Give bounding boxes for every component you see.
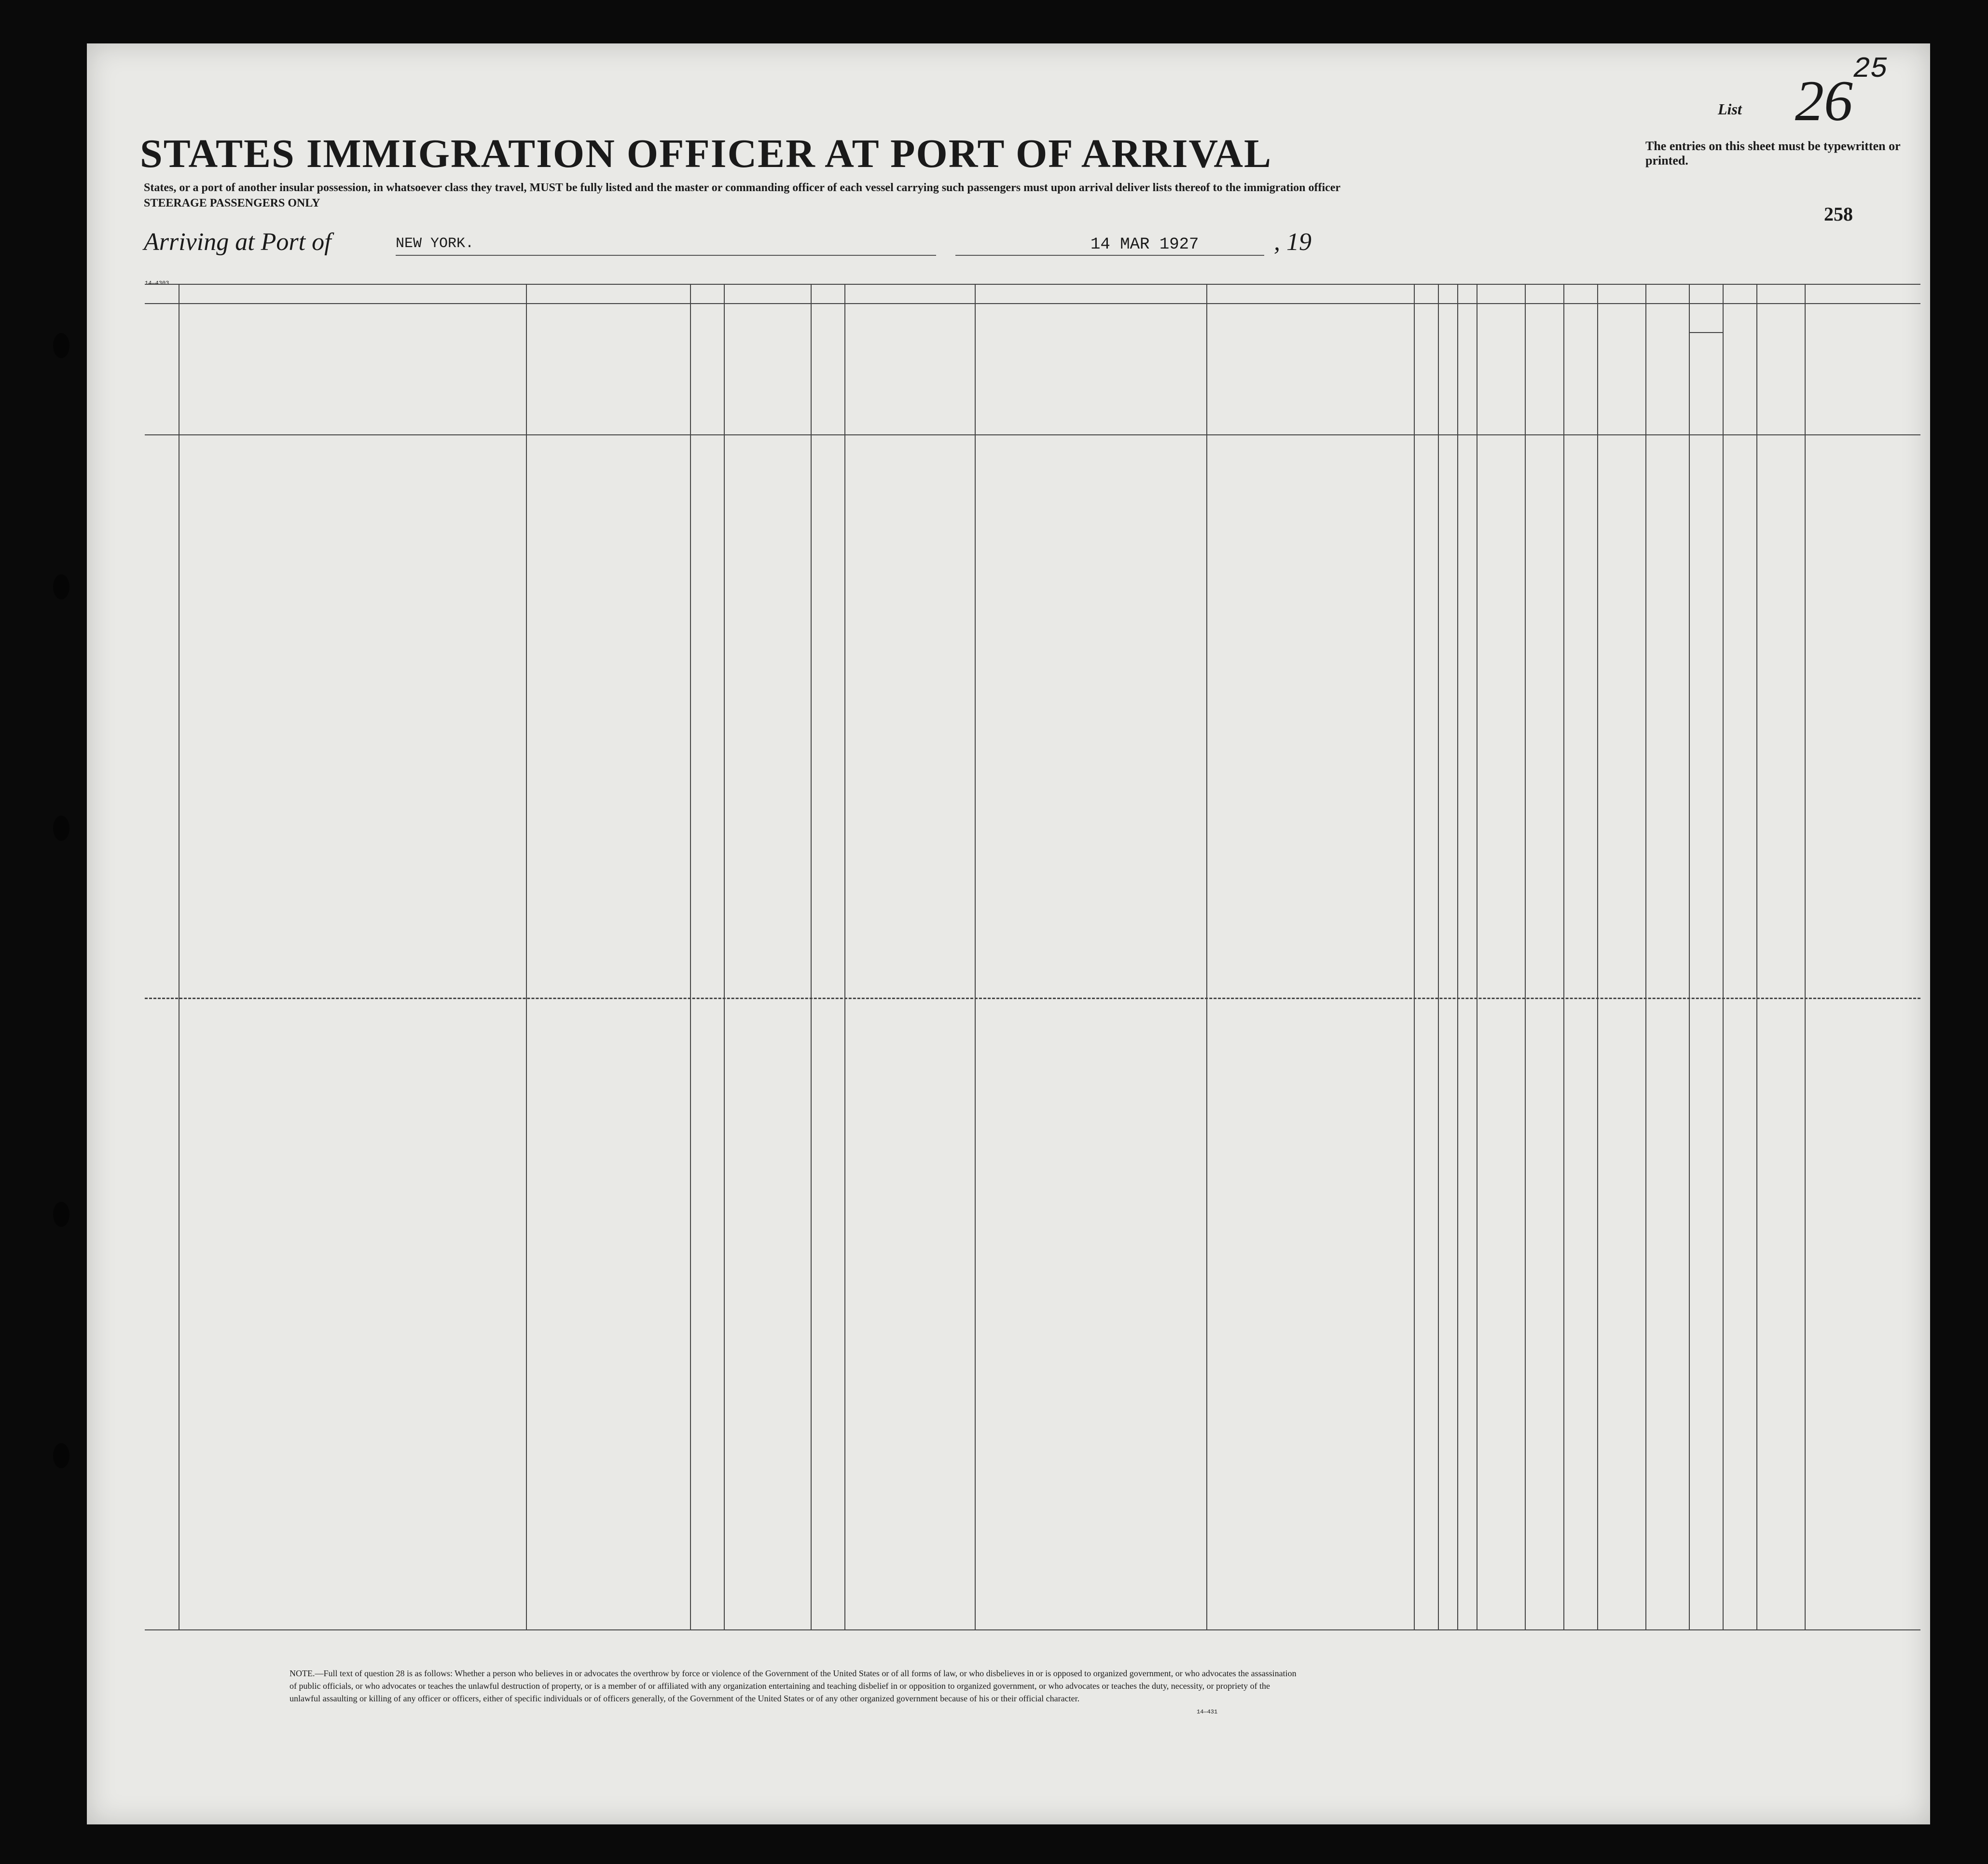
column-divider — [1457, 284, 1458, 1630]
column-divider — [1689, 284, 1690, 1630]
header-rule — [145, 434, 1920, 435]
page-title: STATES IMMIGRATION OFFICER AT PORT OF ARRIVAL — [140, 131, 1272, 176]
port-label: Arriving at Port of — [144, 228, 331, 256]
binder-hole — [53, 574, 69, 599]
date-underline — [955, 255, 1264, 256]
arrival-date: 14 MAR 1927 — [1091, 236, 1199, 254]
binder-hole — [53, 1443, 69, 1468]
column-divider — [724, 284, 725, 1630]
page-number: 258 — [1824, 203, 1853, 225]
height-rule — [1689, 332, 1723, 333]
column-divider — [975, 284, 976, 1630]
steerage-label: STEERAGE PASSENGERS ONLY — [144, 197, 320, 209]
manifest-sheet — [87, 43, 1930, 1824]
column-divider — [526, 284, 527, 1630]
header-rule — [145, 303, 1920, 304]
column-divider — [844, 284, 845, 1630]
year-label: , 19 — [1274, 228, 1312, 256]
header-rule — [145, 284, 1920, 285]
column-divider — [690, 284, 691, 1630]
port-underline — [396, 255, 936, 256]
header-rule — [145, 1629, 1920, 1630]
form-code: 14—4303 — [145, 280, 169, 287]
column-divider — [1563, 284, 1564, 1630]
form-code: 14—431 — [1197, 1709, 1218, 1715]
binder-hole — [53, 816, 69, 841]
list-label: List — [1718, 100, 1742, 118]
column-divider — [1414, 284, 1415, 1630]
list-number: 26 — [1795, 69, 1853, 133]
binder-hole — [53, 1202, 69, 1227]
column-divider — [1438, 284, 1439, 1630]
column-divider — [1525, 284, 1526, 1630]
column-divider — [1597, 284, 1598, 1630]
column-divider — [1645, 284, 1646, 1630]
manifest-table — [145, 284, 1920, 1630]
entries-note: The entries on this sheet must be typewritten or printed. — [1645, 139, 1901, 167]
port-value: NEW YORK. — [396, 236, 474, 252]
instruction-text: States, or a port of another insular possession, in whatsoever class they travel, MUST be fully listed and the master or commanding officer of each vessel carrying such passengers must upon arrival deliver lists thereof to the immigration officer — [144, 181, 1341, 194]
column-divider — [1805, 284, 1806, 1630]
row-separator — [145, 998, 1920, 999]
binder-hole — [53, 333, 69, 358]
footnote: NOTE.—Full text of question 28 is as follows: Whether a person who believes in or advocates the overthrow by force or violence of the Government of the United States or of all forms of law, or who disbelieves in or is opposed to organized government, or who advocates the assassination of public officials, or who advocates or teaches the unlawful destruction of property, or is a member of or affiliated with any organization entertaining and teaching disbelief in or opposition to organized government, or who advocates or teaches the duty, necessity, or propriety of the unlawful assaulting or killing of any officer or officers, either of specific individuals or of officers generally, of the Government of the United States or of any other organized government because of his or their official character. — [290, 1669, 1297, 1703]
column-divider — [1723, 284, 1724, 1630]
column-divider — [811, 284, 812, 1630]
list-number-top: 25 — [1853, 53, 1888, 86]
column-divider — [1756, 284, 1757, 1630]
column-divider — [1206, 284, 1207, 1630]
